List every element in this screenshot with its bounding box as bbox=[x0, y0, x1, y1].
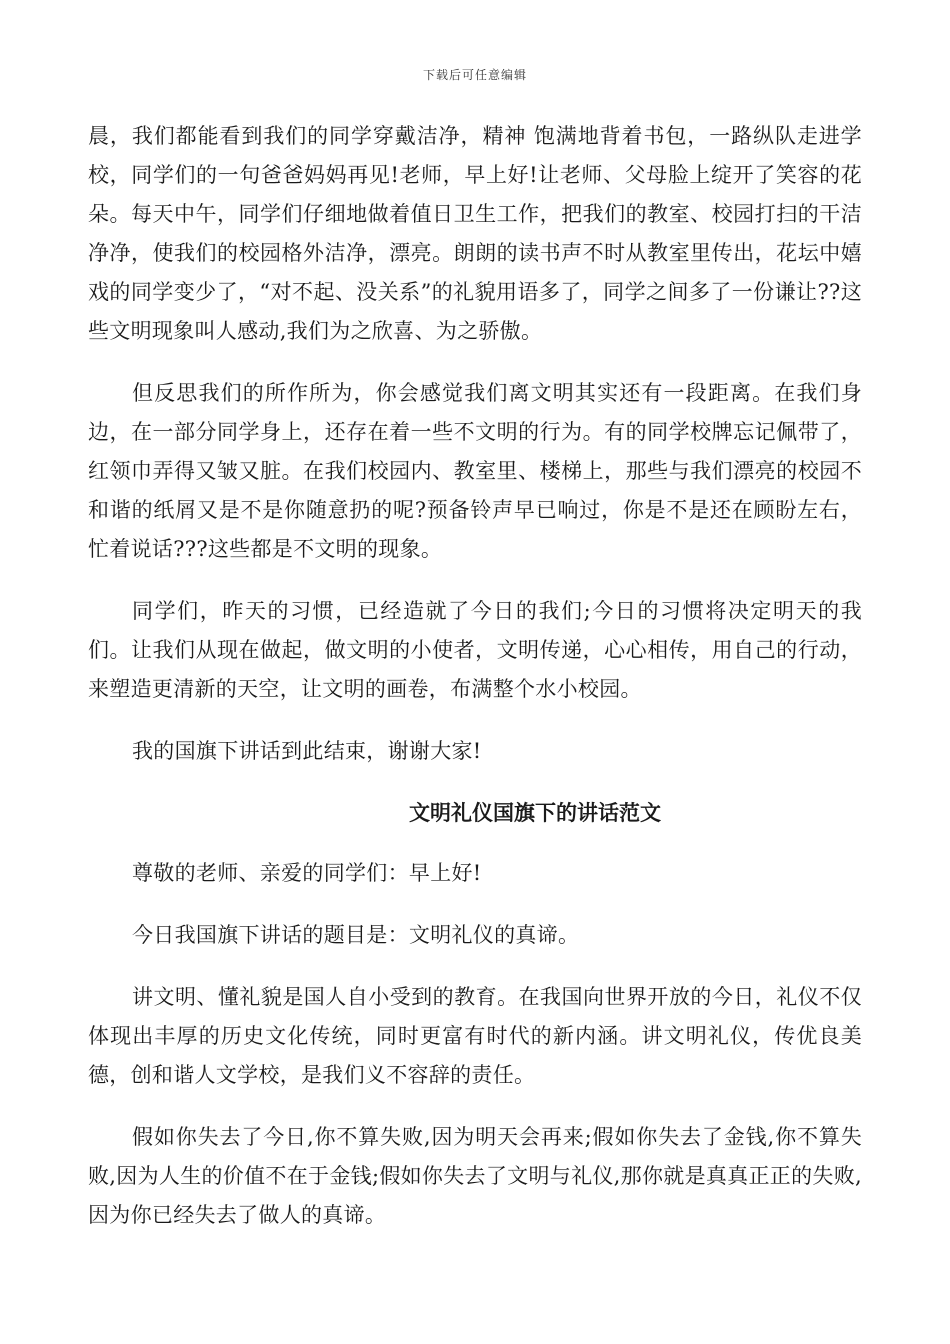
section-paragraph-2: 今日我国旗下讲话的题目是：文明礼仪的真谛。 bbox=[132, 923, 580, 947]
document-body bbox=[88, 117, 862, 1258]
section-paragraph-3: 讲文明、懂礼貌是国人自小受到的教育。在我国向世界开放的今日，礼仪不仅体现出丰厚的历史文化传统，同时更富有时代的新内涵。讲文明礼仪，传优良美德，创和谐人文学校，是我们义不容辞的责任。 bbox=[88, 985, 862, 1087]
section-paragraph-1: 尊敬的老师、亲爱的同学们：早上好! bbox=[132, 861, 482, 885]
section-title: 文明礼仪国旗下的讲话范文 bbox=[409, 801, 661, 825]
paragraph-2: 但反思我们的所作所为，你会感觉我们离文明其实还有一段距离。在我们身边，在一部分同学身上，还存在着一些不文明的行为。有的同学校牌忘记佩带了，红领巾弄得又皱又脏。在我们校园内、教室里、楼梯上，那些与我们漂亮的校园不和谐的纸屑又是不是你随意扔的呢?预备铃声早已响过，你是不是还在顾盼左右，忙着说话???这些都是不文明的现象。 bbox=[88, 381, 862, 561]
section-paragraph-4: 假如你失去了今日,你不算失败,因为明天会再来;假如你失去了金钱,你不算失败,因为人生的价值不在于金钱;假如你失去了文明与礼仪,那你就是真真正正的失败,因为你已经失去了做人的真谛。 bbox=[88, 1125, 862, 1227]
page-header-note: 下载后可任意编辑 bbox=[422, 68, 527, 82]
paragraph-4: 我的国旗下讲话到此结束，谢谢大家! bbox=[132, 739, 482, 763]
paragraph-3: 同学们，昨天的习惯，已经造就了今日的我们;今日的习惯将决定明天的我们。让我们从现在做起，做文明的小使者，文明传递，心心相传，用自己的行动，来塑造更清新的天空，让文明的画卷，布满整个水小校园。 bbox=[88, 599, 862, 701]
paragraph-1: 晨，我们都能看到我们的同学穿戴洁净，精神 饱满地背着书包，一路纵队走进学校，同学们的一句爸爸妈妈再见!老师，早上好!让老师、父母脸上绽开了笑容的花朵。每天中午，同学们仔细地做着值日卫生工作，把我们的教室、校园打扫的干洁净净，使我们的校园格外洁净，漂亮。朗朗的读书声不时从教室里传出，花坛中嬉戏的同学变少了，“对不起、没关系”的礼貌用语多了，同学之间多了一份谦让??这些文明现象叫人感动,我们为之欣喜、为之骄傲。 bbox=[88, 124, 862, 343]
